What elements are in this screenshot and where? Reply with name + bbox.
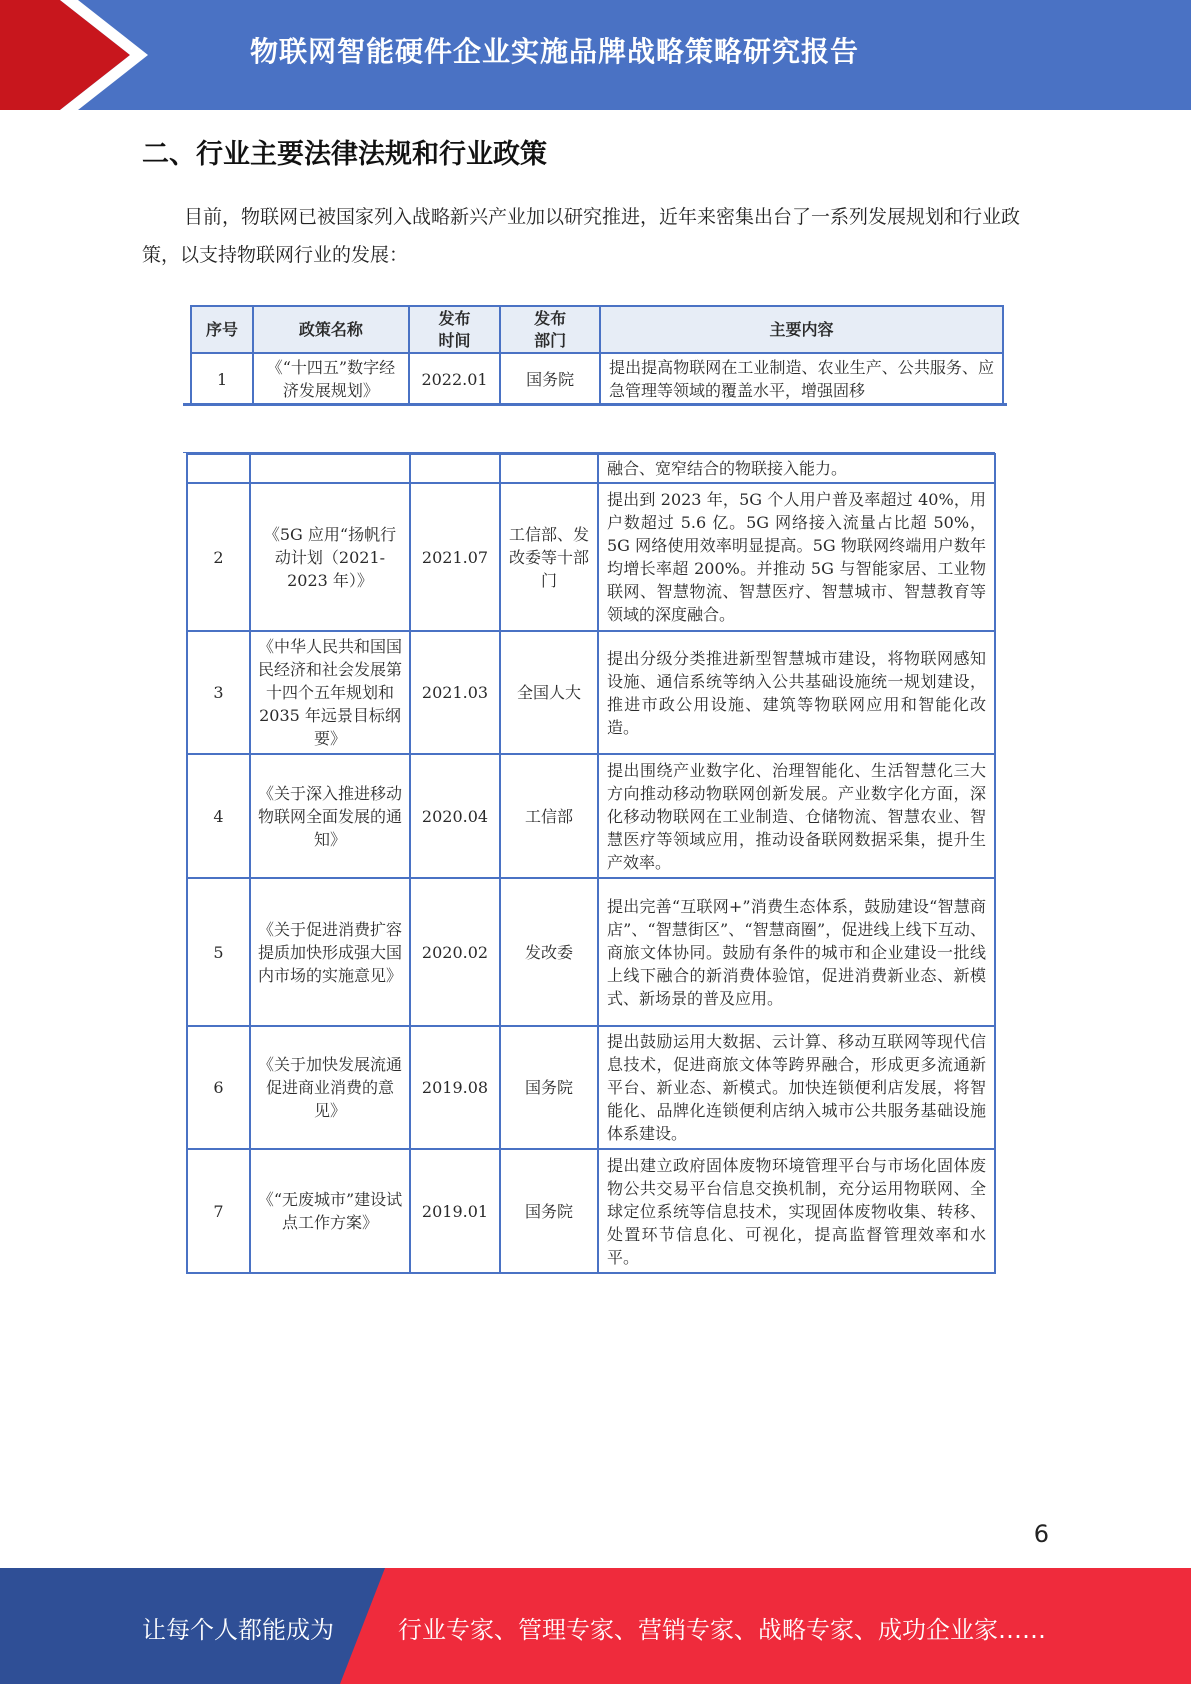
row-no: 3 <box>187 631 250 754</box>
page-number: 6 <box>1033 1520 1049 1548</box>
row-content: 提出提高物联网在工业制造、农业生产、公共服务、应急管理等领域的覆盖水平，增强固移 <box>600 353 1003 405</box>
row-no: 5 <box>187 878 250 1026</box>
row-dept: 全国人大 <box>500 631 598 754</box>
row-content: 提出分级分类推进新型智慧城市建设，将物联网感知设施、通信系统等纳入公共基础设施统一规划建设，推进市政公用设施、建筑等物联网应用和智能化改造。 <box>598 631 995 754</box>
row-dept: 工信部、发改委等十部门 <box>500 483 598 631</box>
section-heading: 二、行业主要法律法规和行业政策 <box>142 139 547 170</box>
header-content: 主要内容 <box>600 306 1003 353</box>
row-dept: 国务院 <box>500 353 600 405</box>
row-date: 2021.07 <box>410 483 500 631</box>
row-dept: 国务院 <box>500 1149 598 1273</box>
row-no: 7 <box>187 1149 250 1273</box>
row-name: 《关于加快发展流通促进商业消费的意见》 <box>250 1026 410 1149</box>
report-title: 物联网智能硬件企业实施品牌战略策略研究报告 <box>250 35 860 68</box>
row-name: 《关于促进消费扩容提质加快形成强大国内市场的实施意见》 <box>250 878 410 1026</box>
header-name: 政策名称 <box>253 306 409 353</box>
table-row <box>191 353 1003 405</box>
row-name: 《“无废城市”建设试点工作方案》 <box>250 1149 410 1273</box>
row-content: 提出建立政府固体废物环境管理平台与市场化固体废物公共交易平台信息交换机制，充分运用物联网、全球定位系统等信息技术，实现固体废物收集、转移、处置环节信息化、可视化，提高监督管理效率和水平。 <box>598 1149 995 1273</box>
row-dept: 工信部 <box>500 754 598 878</box>
header-no: 序号 <box>191 306 253 353</box>
row-date: 2019.01 <box>410 1149 500 1273</box>
policy-table-part1 <box>190 305 1004 406</box>
row-no: 6 <box>187 1026 250 1149</box>
table-row <box>187 1026 995 1149</box>
table-row <box>187 454 995 483</box>
row-date: 2022.01 <box>409 353 501 405</box>
policy-table-part2 <box>186 453 996 1274</box>
table-row <box>187 1149 995 1273</box>
row-content: 提出到 2023 年，5G 个人用户普及率超过 40%，用户数超过 5.6 亿。5G 网络接入流量占比超 50%，5G 网络使用效率明显提高。5G 物联网终端用户数年均增长率超 200%。并推动 5G 与智能家居、工业物联网、智慧物流、智慧医疗、智慧城市、智慧教育等领域的深度融合。 <box>598 483 995 631</box>
row-name: 《5G 应用“扬帆行动计划（2021-2023 年）》 <box>250 483 410 631</box>
row-dept <box>500 454 598 483</box>
row-content: 提出围绕产业数字化、治理智能化、生活智慧化三大方向推动移动物联网创新发展。产业数字化方面，深化移动物联网在工业制造、仓储物流、智慧农业、智慧医疗等领域应用，推动设备联网数据采集，提升生产效率。 <box>598 754 995 878</box>
table-row <box>187 483 995 631</box>
row-no: 1 <box>191 353 253 405</box>
row-no: 2 <box>187 483 250 631</box>
header-date: 发布 时间 <box>409 306 501 353</box>
row-name: 《中华人民共和国国民经济和社会发展第十四个五年规划和 2035 年远景目标纲要》 <box>250 631 410 754</box>
row-dept: 国务院 <box>500 1026 598 1149</box>
page-header <box>0 0 1191 110</box>
row-name <box>250 454 410 483</box>
row-dept: 发改委 <box>500 878 598 1026</box>
row-content: 提出鼓励运用大数据、云计算、移动互联网等现代信息技术，促进商旅文体等跨界融合，形成更多流通新平台、新业态、新模式。加快连锁便利店发展，将智能化、品牌化连锁便利店纳入城市公共服务基础设施体系建设。 <box>598 1026 995 1149</box>
table-header-row <box>191 306 1003 353</box>
row-date: 2020.04 <box>410 754 500 878</box>
table-row <box>187 878 995 1026</box>
footer-slogan-left: 让每个人都能成为 <box>142 1616 334 1644</box>
intro-paragraph: 目前，物联网已被国家列入战略新兴产业加以研究推进，近年来密集出台了一系列发展规划和行业政策，以支持物联网行业的发展： <box>142 206 1021 266</box>
row-no <box>187 454 250 483</box>
row-name: 《关于深入推进移动物联网全面发展的通知》 <box>250 754 410 878</box>
footer-slogan-right: 行业专家、管理专家、营销专家、战略专家、成功企业家…… <box>398 1616 1046 1644</box>
row-no: 4 <box>187 754 250 878</box>
row-content: 提出完善“互联网+”消费生态体系，鼓励建设“智慧商店”、“智慧街区”、“智慧商圈”，促进线上线下互动、商旅文体协同。鼓励有条件的城市和企业建设一批线上线下融合的新消费体验馆，促进消费新业态、新模式、新场景的普及应用。 <box>598 878 995 1026</box>
table-row <box>187 754 995 878</box>
header-dept: 发布 部门 <box>500 306 600 353</box>
row-content: 融合、宽窄结合的物联接入能力。 <box>598 454 995 483</box>
row-name: 《“十四五”数字经济发展规划》 <box>253 353 409 405</box>
table-row <box>187 631 995 754</box>
table-page-break-line <box>183 403 1007 406</box>
row-date: 2021.03 <box>410 631 500 754</box>
row-date <box>410 454 500 483</box>
row-date: 2020.02 <box>410 878 500 1026</box>
page-footer <box>0 1568 1191 1684</box>
row-date: 2019.08 <box>410 1026 500 1149</box>
